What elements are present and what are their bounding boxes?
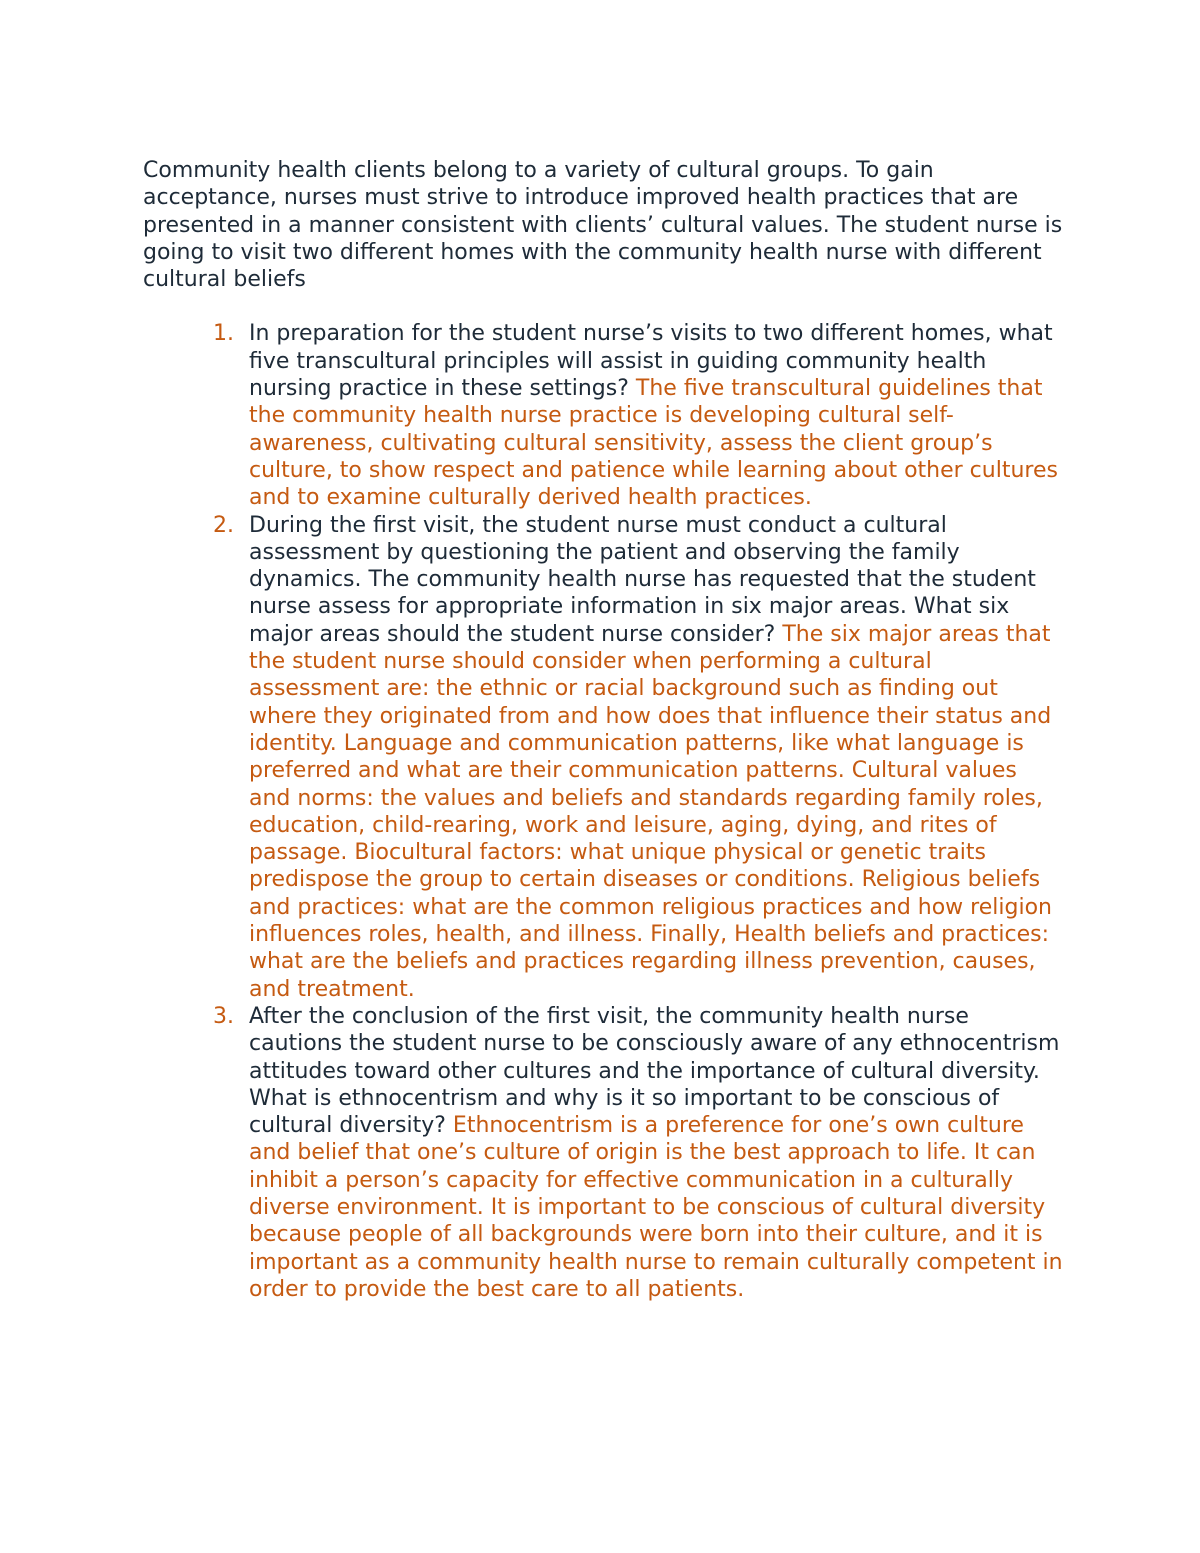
answer-text: The six major areas that the student nurse should consider when performing a cultural assessment are: the ethnic or racial background such as finding out where they originated from and how does that influence their status and identity. Language and communication patterns, like what language is preferred and what are their communication patterns. Cultural values and norms: the values and beliefs and standards regarding family roles, education, child-rearing, work and leisure, aging, dying, and rites of passage. Biocultural factors: what unique physical or genetic traits predispose the group to certain diseases or conditions. Religious beliefs and practices: what are the common religious practices and how religion influences roles, health, and illness. Finally, Health beliefs and practices: what are the beliefs and practices regarding illness prevention, causes, and treatment.: [249, 621, 1052, 1002]
intro-paragraph: Community health clients belong to a variety of cultural groups. To gain acceptance, nurses must strive to introduce improved health practices that are presented in a manner consistent with clients’ cultural values. The student nurse is going to visit two different homes with the community health nurse with different cultural beliefs: [143, 158, 1063, 293]
list-number: 2.: [213, 512, 234, 538]
question-text: In preparation for the student nurse’s visits to two different homes, what five transcultural principles will assist in guiding community health nursing practice in these settings?: [249, 321, 1053, 402]
answer-text: The five transcultural guidelines that the community health nurse practice is developing cultural self-awareness, cultivating cultural sensitivity, assess the client group’s culture, to show respect and patience while learning about other cultures and to examine culturally derived health practices.: [249, 376, 1058, 511]
question-list: [143, 320, 1063, 1303]
document-page: [143, 157, 1063, 1303]
question-item-2: [143, 512, 1063, 1003]
list-number: 3.: [213, 1003, 234, 1029]
answer-text: Ethnocentrism is a preference for one’s own culture and belief that one’s culture of origin is the best approach to life. It can inhibit a person’s capacity for effective communication in a culturally diverse environment. It is important to be conscious of cultural diversity because people of all backgrounds were born into their culture, and it is important as a community health nurse to remain culturally competent in order to provide the best care to all patients.: [249, 1113, 1063, 1302]
question-text: After the conclusion of the first visit, the community health nurse cautions the student nurse to be consciously aware of any ethnocentrism attitudes toward other cultures and the importance of cultural diversity. What is ethnocentrism and why is it so important to be conscious of cultural diversity?: [249, 1003, 1060, 1139]
question-item-3: [143, 1003, 1063, 1303]
list-number: 1.: [213, 321, 234, 347]
question-item-1: [143, 320, 1063, 511]
question-text: During the first visit, the student nurse must conduct a cultural assessment by questioning the patient and observing the family dynamics. The community health nurse has requested that the student nurse assess for appropriate information in six major areas. What six major areas should the student nurse consider?: [249, 512, 1036, 647]
